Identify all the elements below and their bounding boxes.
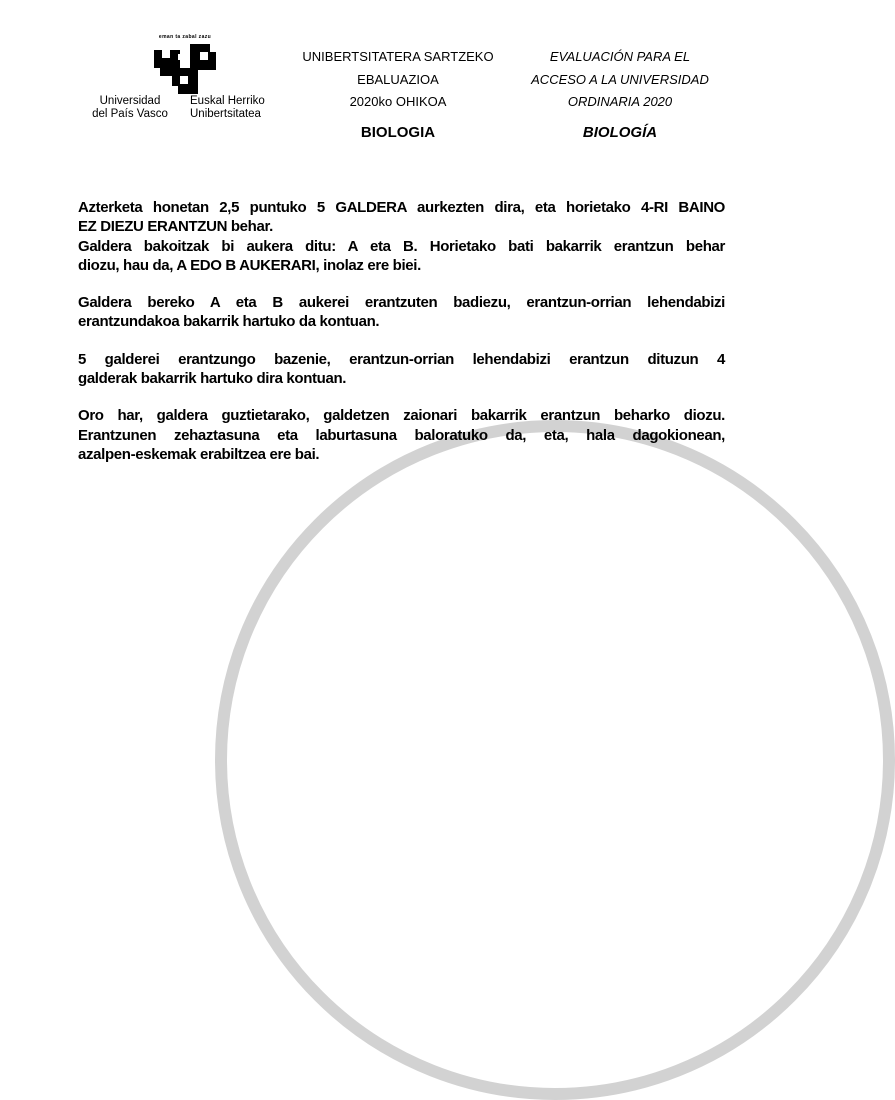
header-spanish	[508, 46, 732, 114]
header-basque-line3: 2020ko OHIKOA	[349, 94, 447, 109]
header-basque-line2: EBALUAZIOA	[357, 71, 439, 87]
logo-motto: eman ta zabal zazu	[158, 34, 212, 40]
body-line: Azterketa honetan 2,5 puntuko 5 GALDERA aurkezten dira, eta horietako 4-RI BAINO	[78, 199, 725, 216]
exam-document-page	[0, 0, 800, 463]
body-line: Galdera bakoitzak bi aukera ditu: A eta B. Horietako bati bakarrik erantzun behar	[78, 237, 725, 255]
university-name-spanish	[78, 95, 182, 121]
body-line: 5 galderei erantzungo bazenie, erantzun-orrian lehendabizi erantzun dituzun 4	[78, 350, 725, 368]
university-name-basque-line1: Euskal Herriko	[190, 95, 265, 107]
header-spanish-line1: EVALUACIÓN PARA EL	[549, 49, 691, 64]
header-basque	[288, 46, 508, 114]
upv-ehu-logo-icon	[152, 42, 218, 94]
university-name-basque	[190, 95, 300, 121]
watermark-circle	[215, 420, 895, 1100]
paragraph	[78, 293, 725, 332]
paragraph	[78, 237, 725, 276]
paragraph	[78, 350, 725, 389]
header-spanish-line2: ACCESO A LA UNIVERSIDAD	[531, 71, 709, 87]
university-name-spanish-line1: Universidad	[99, 95, 161, 107]
subject-title-basque: BIOLOGIA	[360, 124, 436, 141]
university-name-spanish-line2: del País Vasco	[92, 108, 168, 120]
university-name-basque-line2: Unibertsitatea	[190, 108, 261, 120]
paragraph	[78, 198, 725, 237]
body-line: Erantzunen zehaztasuna eta laburtasuna baloratuko da, eta, hala dagokionean,	[78, 426, 725, 444]
body-line: diozu, hau da, A EDO B AUKERARI, inolaz ere biei.	[78, 256, 421, 274]
body-line: galderak bakarrik hartuko dira kontuan.	[78, 370, 347, 388]
body-line: Oro har, galdera guztietarako, galdetzen zaionari bakarrik erantzun beharko diozu.	[78, 407, 725, 425]
body-line: erantzundakoa bakarrik hartuko da kontuan.	[78, 313, 380, 331]
subject-title-spanish: BIOLOGÍA	[582, 124, 658, 141]
paragraph	[78, 406, 725, 464]
body-line: Galdera bereko A eta B aukerei erantzuten badiezu, erantzun-orrian lehendabizi	[78, 294, 725, 312]
body-line: azalpen-eskemak erabiltzea ere bai.	[78, 445, 320, 463]
header-spanish-line3: ORDINARIA 2020	[567, 94, 673, 109]
body-text	[78, 198, 725, 464]
body-line: EZ DIEZU ERANTZUN behar.	[78, 218, 273, 236]
header-basque-line1: UNIBERTSITATERA SARTZEKO	[302, 49, 494, 64]
